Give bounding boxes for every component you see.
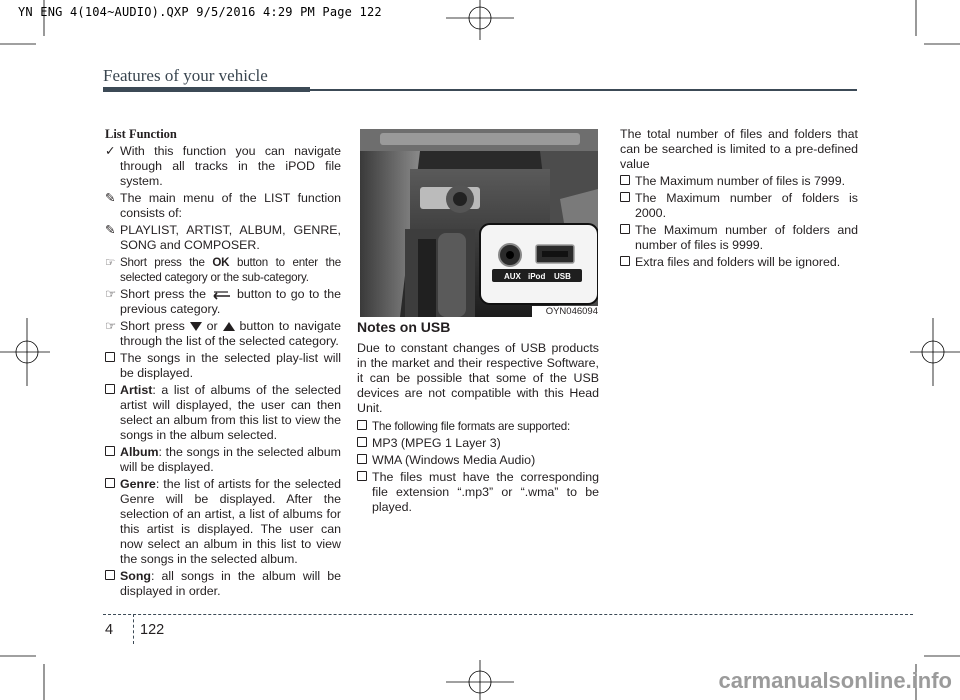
list-item-text: The songs in the selected play-list will be displayed.: [120, 351, 341, 380]
list-item-text: With this function you can navigate through all tracks in the iPOD file system.: [120, 144, 341, 188]
column-list-function: [105, 127, 341, 601]
pointing-hand-icon: ☞: [105, 319, 117, 333]
category-term: Genre: [120, 477, 156, 491]
list-item: [105, 223, 341, 253]
checkbox-icon: [357, 420, 367, 430]
page-number: 122: [140, 622, 165, 638]
checkbox-icon: [357, 437, 367, 447]
list-item-text: The files must have the corresponding file extension “.mp3” or “.wma” to be played.: [372, 470, 599, 514]
up-arrow-icon: [223, 322, 235, 331]
column-file-limits: [620, 127, 858, 272]
list-item-text: Extra files and folders will be ignored.: [635, 255, 841, 269]
list-item: [357, 470, 599, 515]
category-term: Artist: [120, 383, 153, 397]
text-segment: button to navigate through the list of the selected category.: [120, 319, 341, 348]
title-rule-thick: [103, 87, 310, 92]
photo-code: OYN046094: [532, 306, 598, 318]
footer-separator: [133, 614, 134, 644]
text-segment: Short press the: [120, 287, 211, 301]
pointing-hand-icon: ☞: [105, 256, 116, 269]
list-item: [620, 174, 858, 189]
checkbox-icon: [357, 471, 367, 481]
list-item-text: WMA (Windows Media Audio): [372, 453, 536, 467]
list-item: [620, 255, 858, 270]
checkbox-icon: [620, 224, 630, 234]
pencil-note-icon: ✎: [105, 223, 116, 237]
down-arrow-icon: [190, 322, 202, 331]
usb-label: USB: [554, 272, 571, 281]
list-item-text: The Maximum number of folders is 2000.: [635, 191, 858, 220]
list-item-text: PLAYLIST, ARTIST, ALBUM, GENRE, SONG and COMPOSER.: [120, 223, 341, 252]
pencil-note-icon: ✎: [105, 191, 116, 205]
list-item: [105, 569, 341, 599]
category-text: : the list of artists for the selected Genre will be displayed. After the selection of an artist, a list of albums for this artist is displayed. The user can now select an album in this list to view the songs in the selected album.: [120, 477, 341, 566]
watermark: carmanualsonline.info: [718, 668, 952, 693]
text-segment: button to enter the selected category or the sub-category.: [120, 256, 341, 284]
list-item: [105, 191, 341, 221]
column-notes-on-usb: [357, 320, 599, 517]
checkbox-icon: [620, 192, 630, 202]
list-item: [620, 223, 858, 253]
checkbox-icon: [620, 175, 630, 185]
category-term: Song: [120, 569, 151, 583]
checkbox-icon: [105, 384, 115, 394]
list-item-text: The Maximum number of files is 7999.: [635, 174, 846, 188]
checkbox-icon: [105, 478, 115, 488]
checkbox-icon: [105, 446, 115, 456]
checkbox-icon: [357, 454, 367, 464]
text-segment: button to go to the previous category.: [120, 287, 342, 316]
title-rule-thin: [310, 89, 857, 91]
list-item-text: MP3 (MPEG 1 Layer 3): [372, 436, 501, 450]
print-header: YN ENG 4(104~AUDIO).QXP 9/5/2016 4:29 PM Page 122: [18, 5, 382, 19]
list-item: [105, 287, 341, 317]
list-item-text: The main menu of the LIST function consists of:: [120, 191, 341, 220]
list-item-text: The Maximum number of folders and number of files is 9999.: [635, 223, 858, 252]
list-item: [105, 477, 341, 567]
console-illustration: [360, 129, 598, 317]
list-item: [105, 351, 341, 381]
list-function-heading: List Function: [105, 127, 177, 141]
ipod-label: iPod: [528, 272, 546, 281]
chapter-number: 4: [105, 622, 114, 638]
back-arrow-icon: [211, 289, 233, 300]
category-text: : all songs in the album will be displayed in order.: [120, 569, 341, 598]
check-icon: ✓: [105, 144, 116, 158]
checkbox-icon: [620, 256, 630, 266]
usb-intro: Due to constant changes of USB products in the market and their respective Software, it can be possible that some of the USB devices are not compatible with this Head Unit.: [357, 341, 599, 415]
checkbox-icon: [105, 570, 115, 580]
limits-intro: The total number of files and folders that can be searched is limited to a pre-defined value: [620, 127, 858, 171]
list-item: [357, 453, 599, 468]
list-item: [357, 419, 599, 434]
usb-port-photo: [360, 129, 598, 317]
pointing-hand-icon: ☞: [105, 287, 117, 301]
category-text: : a list of albums of the selected artist will displayed, the user can then select an album from this list to view the songs in the album selected.: [120, 383, 341, 442]
list-item: [105, 445, 341, 475]
ok-button-label: OK: [212, 256, 230, 269]
list-item-text: The following file formats are supported:: [372, 420, 571, 433]
category-text: : the songs in the selected album will be displayed.: [120, 445, 341, 474]
section-title: Features of your vehicle: [103, 66, 268, 85]
list-item: [105, 144, 341, 189]
list-item: [357, 436, 599, 451]
text-segment: Short press the: [120, 256, 213, 269]
list-item: [620, 191, 858, 221]
text-segment: or: [201, 319, 223, 333]
list-item: [105, 319, 341, 349]
list-item: [105, 383, 341, 443]
list-item: [105, 255, 341, 285]
text-segment: Short press: [120, 319, 190, 333]
aux-label: AUX: [504, 272, 521, 281]
category-term: Album: [120, 445, 159, 459]
checkbox-icon: [105, 352, 115, 362]
footer-rule: [103, 614, 913, 615]
notes-on-usb-heading: Notes on USB: [357, 319, 451, 335]
